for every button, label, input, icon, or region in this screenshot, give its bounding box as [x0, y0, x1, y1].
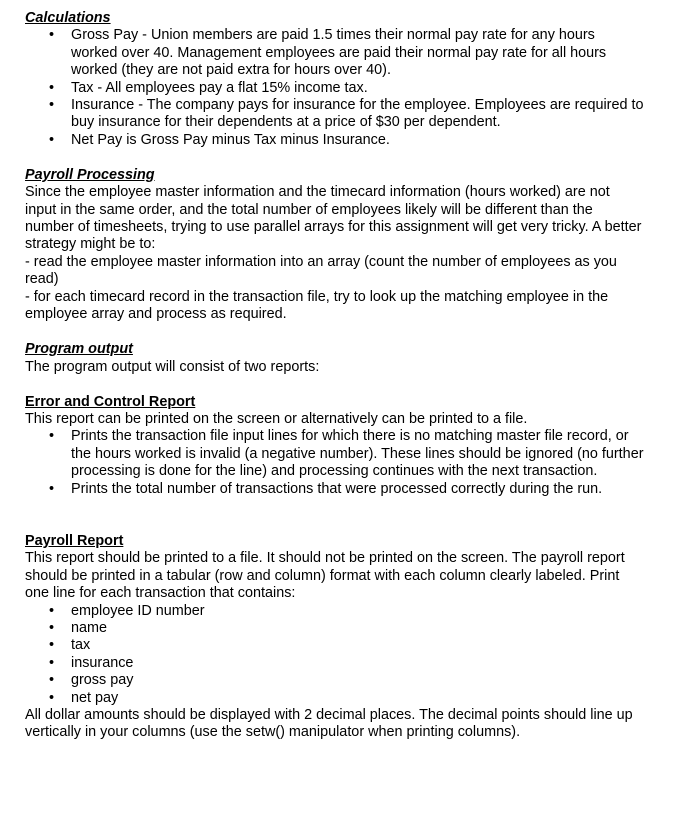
payroll-report-list [25, 603, 644, 707]
payroll-processing-section [25, 167, 644, 324]
calculations-list [25, 27, 644, 149]
list-item: • tax [25, 637, 644, 654]
list-item: • net pay [25, 690, 644, 707]
list-item: • gross pay [25, 672, 644, 689]
calculations-heading: Calculations [25, 10, 111, 26]
list-item: • Prints the transaction file input lines for which there is no matching master file record, or the hours worked is invalid (a negative number). These lines should be ignored (no further processing is done for the line) and processing continues with the next transaction. [25, 428, 644, 480]
list-item: • Insurance - The company pays for insurance for the employee. Employees are required to buy insurance for their dependents at a price of $30 per dependent. [25, 97, 644, 132]
error-report-section [25, 394, 644, 498]
payroll-processing-step-2: - for each timecard record in the transaction file, try to look up the matching employee in the employee array and process as required. [25, 288, 609, 323]
payroll-report-footer: All dollar amounts should be displayed with 2 decimal places. The decimal points should line up vertically in your columns (use the setw() manipulator when printing columns). [25, 707, 633, 741]
program-output-heading: Program output [25, 341, 133, 358]
list-item: • name [25, 620, 644, 637]
error-report-text: This report can be printed on the screen or alternatively can be printed to a file. [25, 410, 528, 427]
program-output-section [25, 341, 644, 376]
list-item: • insurance [25, 655, 644, 672]
payroll-report-section [25, 533, 644, 742]
list-item: • Gross Pay - Union members are paid 1.5 times their normal pay rate for any hours worked over 40. Management employees are paid their normal pay rate for all hours worked (they are not paid extra for hours over 40). [25, 27, 644, 79]
payroll-processing-step-1: - read the employee master information into an array (count the number of employees as you read) [25, 253, 617, 288]
list-item: • Prints the total number of transactions that were processed correctly during the run. [25, 481, 644, 498]
calculations-section [25, 10, 644, 149]
error-report-heading: Error and Control Report [25, 393, 196, 410]
payroll-report-heading: Payroll Report [25, 532, 124, 549]
error-report-list [25, 428, 644, 498]
payroll-processing-intro: Since the employee master information and the timecard information (hours worked) are not input in the same order, and the total number of employees likely will be different than the number of timesheets, trying to use parallel arrays for this assignment will get very tricky. A better strategy might be to: [25, 184, 642, 253]
list-item: • employee ID number [25, 603, 644, 620]
program-output-text: The program output will consist of two reports: [25, 358, 320, 375]
list-item: • Net Pay is Gross Pay minus Tax minus Insurance. [25, 132, 644, 149]
payroll-report-text: This report should be printed to a file. It should not be printed on the screen. The payroll report should be printed in a tabular (row and column) format with each column clearly labeled. Print one line for each transaction that contains: [25, 550, 625, 602]
payroll-processing-heading: Payroll Processing [25, 166, 155, 183]
list-item: • Tax - All employees pay a flat 15% income tax. [25, 80, 644, 97]
